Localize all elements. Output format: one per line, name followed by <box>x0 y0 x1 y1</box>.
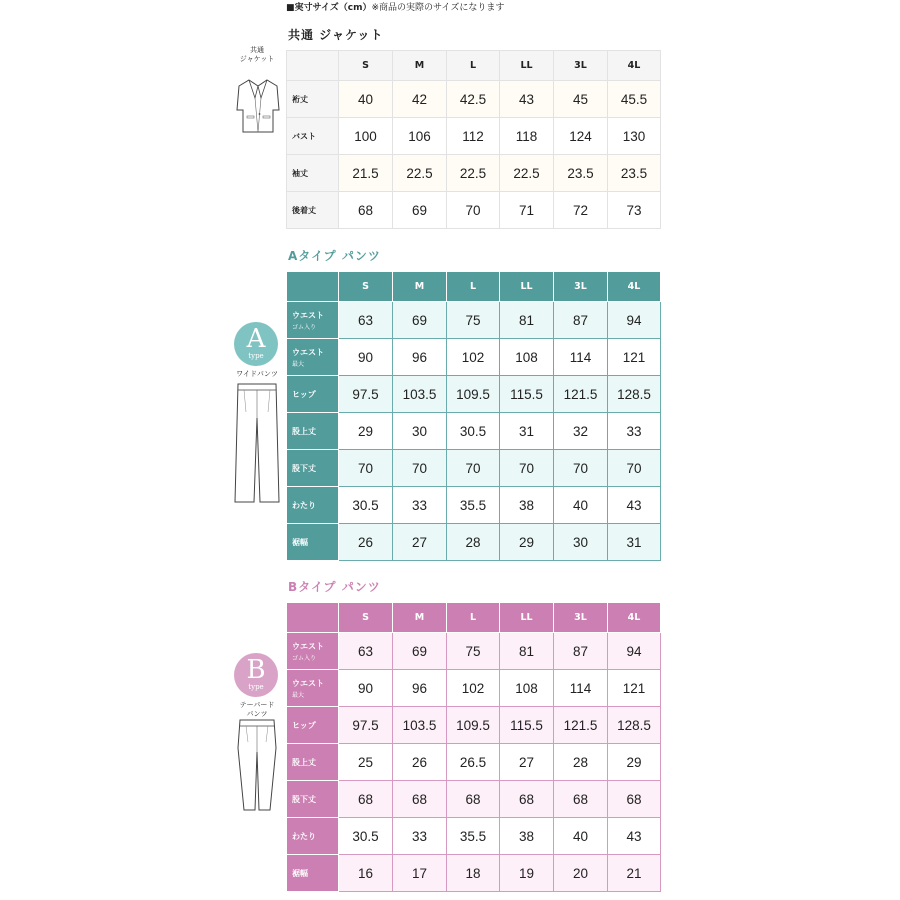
type-b-side-label <box>226 701 288 719</box>
type-b-value-cell: 68 <box>339 781 393 818</box>
jacket-value-cell: 21.5 <box>339 155 393 192</box>
type-a-value-cell: 70 <box>554 450 608 487</box>
type-a-value-cell: 108 <box>500 339 554 376</box>
type-a-header-corner <box>287 272 339 302</box>
type-b-value-cell: 27 <box>500 744 554 781</box>
jacket-value-cell: 124 <box>554 118 608 155</box>
jacket-value-cell: 130 <box>608 118 661 155</box>
jacket-value-cell: 42.5 <box>447 81 500 118</box>
type-a-value-cell: 128.5 <box>608 376 661 413</box>
jacket-size-table <box>286 50 661 229</box>
type-a-value-cell: 96 <box>393 339 447 376</box>
jacket-value-cell: 22.5 <box>447 155 500 192</box>
type-a-value-cell: 29 <box>339 413 393 450</box>
type-a-value-cell: 35.5 <box>447 487 500 524</box>
type-b-size-header: 3L <box>554 603 608 633</box>
jacket-row-label-text: バスト <box>292 131 316 141</box>
type-b-size-header: L <box>447 603 500 633</box>
jacket-table-row <box>287 155 661 192</box>
type-a-value-cell: 94 <box>608 302 661 339</box>
jacket-size-header: L <box>447 51 500 81</box>
jacket-side-label-1: 共通 <box>250 46 264 54</box>
jacket-value-cell: 22.5 <box>500 155 554 192</box>
jacket-row-label <box>287 81 339 118</box>
type-b-value-cell: 114 <box>554 670 608 707</box>
type-a-table-row <box>287 413 661 450</box>
jacket-value-cell: 68 <box>339 192 393 229</box>
jacket-value-cell: 70 <box>447 192 500 229</box>
type-b-row-label <box>287 818 339 855</box>
type-b-value-cell: 28 <box>554 744 608 781</box>
type-b-value-cell: 33 <box>393 818 447 855</box>
type-a-value-cell: 75 <box>447 302 500 339</box>
type-a-value-cell: 33 <box>608 413 661 450</box>
type-b-row-label <box>287 744 339 781</box>
type-b-value-cell: 30.5 <box>339 818 393 855</box>
jacket-value-cell: 106 <box>393 118 447 155</box>
jacket-header-row <box>287 51 661 81</box>
type-a-value-cell: 70 <box>447 450 500 487</box>
type-a-row-label-text: 股上丈 <box>292 426 316 436</box>
type-b-table-row <box>287 670 661 707</box>
type-b-value-cell: 68 <box>500 781 554 818</box>
type-a-row-label-text: 股下丈 <box>292 463 316 473</box>
type-a-row-label-sub: ゴム入り <box>292 323 317 331</box>
jacket-value-cell: 112 <box>447 118 500 155</box>
jacket-row-label-text: 袖丈 <box>292 168 308 178</box>
type-a-value-cell: 30 <box>554 524 608 561</box>
jacket-row-label <box>287 118 339 155</box>
type-b-value-cell: 19 <box>500 855 554 892</box>
jacket-value-cell: 118 <box>500 118 554 155</box>
type-a-value-cell: 26 <box>339 524 393 561</box>
type-a-value-cell: 69 <box>393 302 447 339</box>
jacket-size-header: S <box>339 51 393 81</box>
type-b-value-cell: 18 <box>447 855 500 892</box>
type-a-row-label-text: ヒップ <box>292 389 316 399</box>
type-a-value-cell: 30 <box>393 413 447 450</box>
type-b-value-cell: 121 <box>608 670 661 707</box>
type-b-value-cell: 16 <box>339 855 393 892</box>
jacket-table-row <box>287 118 661 155</box>
type-b-value-cell: 63 <box>339 633 393 670</box>
type-a-value-cell: 90 <box>339 339 393 376</box>
type-b-badge-type: type <box>248 683 264 691</box>
jacket-row-label <box>287 192 339 229</box>
type-b-value-cell: 29 <box>608 744 661 781</box>
jacket-value-cell: 100 <box>339 118 393 155</box>
type-a-value-cell: 87 <box>554 302 608 339</box>
type-a-table-row <box>287 302 661 339</box>
type-b-value-cell: 38 <box>500 818 554 855</box>
type-b-row-label-text: 裾幅 <box>292 868 308 878</box>
type-b-row-label <box>287 633 339 670</box>
type-b-value-cell: 35.5 <box>447 818 500 855</box>
type-b-value-cell: 25 <box>339 744 393 781</box>
jacket-illustration-icon <box>233 76 283 136</box>
type-a-table-row <box>287 376 661 413</box>
type-b-badge <box>234 653 278 697</box>
jacket-row-label <box>287 155 339 192</box>
size-header <box>286 0 504 13</box>
jacket-title: 共通 ジャケット <box>288 28 384 42</box>
type-b-value-cell: 102 <box>447 670 500 707</box>
type-b-row-label <box>287 855 339 892</box>
type-a-value-cell: 70 <box>393 450 447 487</box>
type-a-value-cell: 27 <box>393 524 447 561</box>
type-b-badge-letter: B <box>246 655 266 685</box>
type-b-header-corner <box>287 603 339 633</box>
jacket-row-label-text: 裄丈 <box>292 94 308 104</box>
type-a-row-label <box>287 376 339 413</box>
type-b-row-label-sub: 最大 <box>292 691 305 699</box>
type-b-value-cell: 90 <box>339 670 393 707</box>
type-b-value-cell: 109.5 <box>447 707 500 744</box>
type-a-value-cell: 70 <box>500 450 554 487</box>
type-b-table-row <box>287 744 661 781</box>
jacket-value-cell: 23.5 <box>554 155 608 192</box>
type-b-value-cell: 115.5 <box>500 707 554 744</box>
type-b-value-cell: 26 <box>393 744 447 781</box>
type-b-size-header: 4L <box>608 603 661 633</box>
type-b-table-row <box>287 855 661 892</box>
type-a-value-cell: 109.5 <box>447 376 500 413</box>
type-b-header-row <box>287 603 661 633</box>
type-b-value-cell: 97.5 <box>339 707 393 744</box>
jacket-table-row <box>287 81 661 118</box>
type-a-value-cell: 114 <box>554 339 608 376</box>
jacket-value-cell: 71 <box>500 192 554 229</box>
type-a-value-cell: 103.5 <box>393 376 447 413</box>
type-b-value-cell: 108 <box>500 670 554 707</box>
type-a-value-cell: 63 <box>339 302 393 339</box>
type-a-row-label-text: わたり <box>292 500 316 510</box>
type-a-table-row <box>287 450 661 487</box>
type-a-value-cell: 31 <box>608 524 661 561</box>
type-b-value-cell: 68 <box>554 781 608 818</box>
type-b-table-row <box>287 781 661 818</box>
type-b-side-label-2: パンツ <box>246 710 268 718</box>
jacket-value-cell: 73 <box>608 192 661 229</box>
type-a-value-cell: 33 <box>393 487 447 524</box>
type-a-row-label <box>287 339 339 376</box>
type-a-side-label: ワイドパンツ <box>236 370 278 378</box>
type-a-size-header: L <box>447 272 500 302</box>
type-b-value-cell: 94 <box>608 633 661 670</box>
type-a-value-cell: 28 <box>447 524 500 561</box>
type-b-value-cell: 68 <box>393 781 447 818</box>
jacket-header-corner <box>287 51 339 81</box>
type-b-value-cell: 68 <box>608 781 661 818</box>
type-a-row-label <box>287 413 339 450</box>
type-b-value-cell: 81 <box>500 633 554 670</box>
type-a-value-cell: 97.5 <box>339 376 393 413</box>
jacket-size-header: M <box>393 51 447 81</box>
type-b-side-label-1: テーパード <box>239 701 275 709</box>
type-a-size-table <box>286 271 661 561</box>
jacket-value-cell: 43 <box>500 81 554 118</box>
type-a-value-cell: 102 <box>447 339 500 376</box>
jacket-value-cell: 42 <box>393 81 447 118</box>
type-a-row-label <box>287 487 339 524</box>
type-a-value-cell: 121 <box>608 339 661 376</box>
type-b-value-cell: 69 <box>393 633 447 670</box>
jacket-row-label-text: 後着丈 <box>292 205 316 215</box>
type-a-value-cell: 29 <box>500 524 554 561</box>
type-a-title: Aタイプ パンツ <box>288 249 381 263</box>
type-b-value-cell: 103.5 <box>393 707 447 744</box>
type-a-row-label-sub: 最大 <box>292 360 305 368</box>
type-b-size-table <box>286 602 661 892</box>
type-a-table-row <box>287 339 661 376</box>
type-a-row-label-text: 裾幅 <box>292 537 308 547</box>
type-b-title: Bタイプ パンツ <box>288 580 381 594</box>
type-a-row-label <box>287 524 339 561</box>
type-a-row-label-text: ウエスト <box>292 310 324 320</box>
size-header-note: ※商品の実際のサイズになります <box>371 3 505 13</box>
jacket-value-cell: 72 <box>554 192 608 229</box>
type-a-value-cell: 30.5 <box>447 413 500 450</box>
type-a-table-row <box>287 487 661 524</box>
jacket-size-header: 3L <box>554 51 608 81</box>
type-a-size-header: 4L <box>608 272 661 302</box>
type-b-row-label-text: ウエスト <box>292 678 324 688</box>
jacket-value-cell: 45.5 <box>608 81 661 118</box>
type-a-value-cell: 30.5 <box>339 487 393 524</box>
type-b-value-cell: 26.5 <box>447 744 500 781</box>
type-a-header-row <box>287 272 661 302</box>
type-b-value-cell: 68 <box>447 781 500 818</box>
jacket-table-row <box>287 192 661 229</box>
type-a-value-cell: 115.5 <box>500 376 554 413</box>
type-b-size-header: S <box>339 603 393 633</box>
type-a-value-cell: 70 <box>339 450 393 487</box>
type-a-value-cell: 32 <box>554 413 608 450</box>
size-header-title: ■実寸サイズ（cm） <box>286 3 372 13</box>
jacket-value-cell: 45 <box>554 81 608 118</box>
type-b-row-label-text: 股下丈 <box>292 794 316 804</box>
type-b-row-label-text: わたり <box>292 831 316 841</box>
type-b-row-label-text: ヒップ <box>292 720 316 730</box>
type-b-value-cell: 96 <box>393 670 447 707</box>
type-b-row-label <box>287 670 339 707</box>
jacket-value-cell: 22.5 <box>393 155 447 192</box>
type-b-value-cell: 21 <box>608 855 661 892</box>
type-a-row-label <box>287 302 339 339</box>
type-a-badge-letter: A <box>246 324 266 354</box>
wide-pants-illustration-icon <box>234 382 280 506</box>
type-b-size-header: LL <box>500 603 554 633</box>
jacket-side-label <box>228 46 286 64</box>
type-b-row-label <box>287 707 339 744</box>
type-a-value-cell: 43 <box>608 487 661 524</box>
type-b-size-header: M <box>393 603 447 633</box>
type-b-table-row <box>287 818 661 855</box>
type-a-value-cell: 81 <box>500 302 554 339</box>
jacket-size-header: LL <box>500 51 554 81</box>
type-b-table-row <box>287 633 661 670</box>
type-b-value-cell: 20 <box>554 855 608 892</box>
type-b-value-cell: 121.5 <box>554 707 608 744</box>
type-a-row-label <box>287 450 339 487</box>
type-b-row-label-text: ウエスト <box>292 641 324 651</box>
type-a-value-cell: 31 <box>500 413 554 450</box>
type-b-row-label <box>287 781 339 818</box>
type-a-size-header: LL <box>500 272 554 302</box>
type-a-size-header: M <box>393 272 447 302</box>
type-a-value-cell: 70 <box>608 450 661 487</box>
type-b-value-cell: 40 <box>554 818 608 855</box>
jacket-value-cell: 23.5 <box>608 155 661 192</box>
tapered-pants-illustration-icon <box>236 718 278 814</box>
type-a-badge <box>234 322 278 366</box>
type-a-value-cell: 121.5 <box>554 376 608 413</box>
jacket-side-label-2: ジャケット <box>239 55 275 63</box>
type-b-value-cell: 17 <box>393 855 447 892</box>
type-a-value-cell: 40 <box>554 487 608 524</box>
jacket-value-cell: 69 <box>393 192 447 229</box>
type-a-size-header: 3L <box>554 272 608 302</box>
type-b-value-cell: 75 <box>447 633 500 670</box>
type-a-row-label-text: ウエスト <box>292 347 324 357</box>
type-a-value-cell: 38 <box>500 487 554 524</box>
jacket-size-header: 4L <box>608 51 661 81</box>
jacket-value-cell: 40 <box>339 81 393 118</box>
type-a-badge-type: type <box>248 352 264 360</box>
type-a-size-header: S <box>339 272 393 302</box>
type-b-value-cell: 128.5 <box>608 707 661 744</box>
type-b-row-label-text: 股上丈 <box>292 757 316 767</box>
type-b-value-cell: 43 <box>608 818 661 855</box>
type-b-table-row <box>287 707 661 744</box>
type-b-row-label-sub: ゴム入り <box>292 654 317 662</box>
type-b-value-cell: 87 <box>554 633 608 670</box>
type-a-table-row <box>287 524 661 561</box>
